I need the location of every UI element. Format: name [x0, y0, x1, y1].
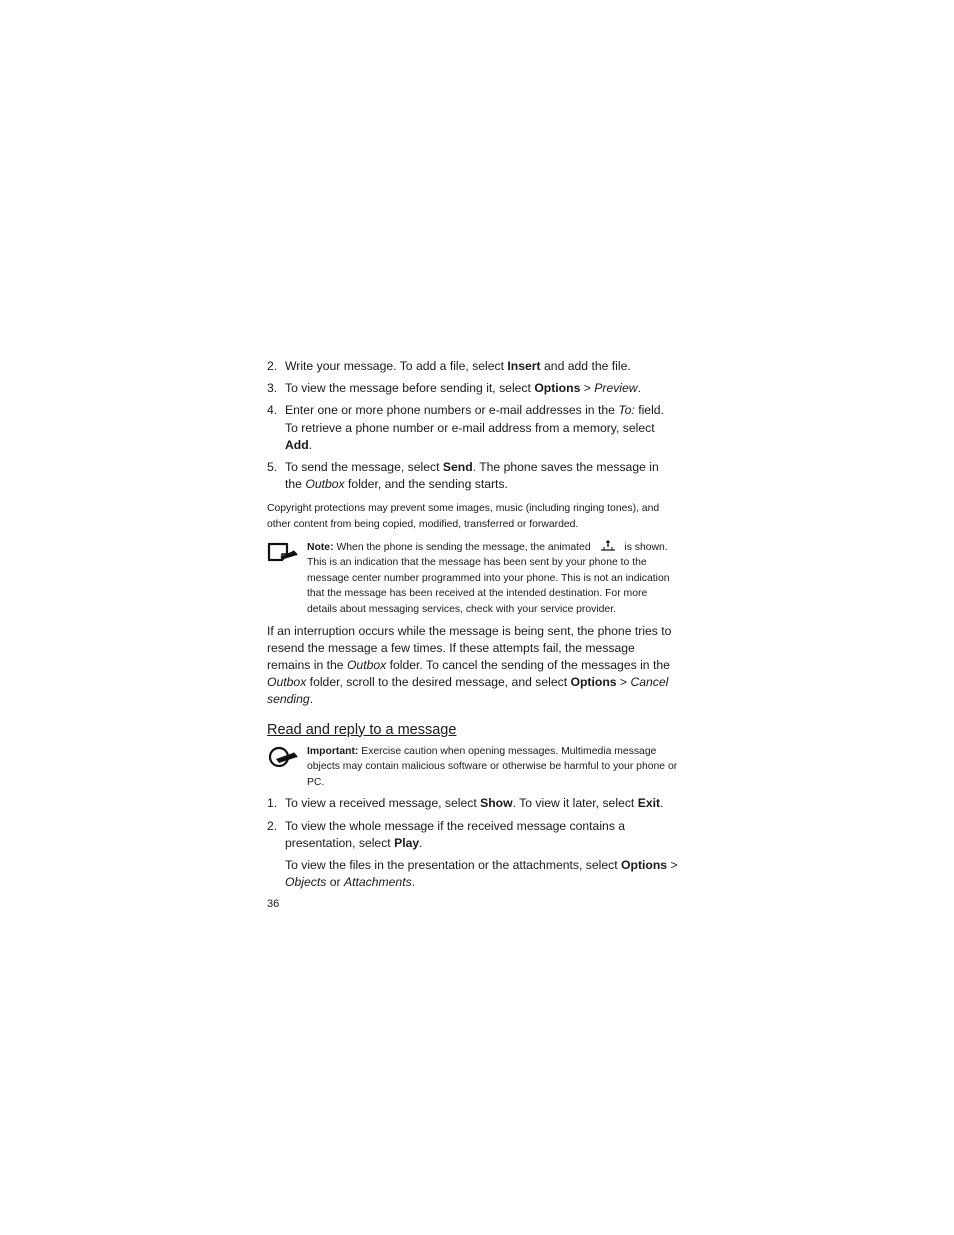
copyright-notice: Copyright protections may prevent some images, music (including ringing tones), and other content from being copied, modified, transferred or forwarded.: [267, 503, 660, 531]
separator: >: [580, 381, 595, 396]
step-text: To send the message, select: [285, 460, 443, 475]
attachments-label: Attachments: [343, 875, 412, 890]
step-number: 1.: [267, 796, 278, 811]
send-label: Send: [442, 460, 473, 475]
important-label: Important:: [307, 745, 359, 757]
step-text: . To view it later, select: [512, 796, 638, 811]
step-number: 4.: [267, 403, 278, 418]
step-text: folder, and the sending starts.: [344, 477, 508, 492]
para-text: .: [309, 692, 314, 707]
section-heading: Read and reply to a message: [267, 721, 457, 738]
step-text: .: [419, 835, 423, 850]
play-label: Play: [394, 835, 420, 850]
important-callout: [267, 744, 679, 791]
step-text: To view a received message, select: [285, 796, 481, 811]
exit-label: Exit: [637, 796, 661, 811]
sending-animation-icon: [600, 539, 616, 551]
step-text: field. To retrieve a phone number or e-mail address from a memory, select: [285, 403, 664, 435]
note-callout: [267, 539, 679, 618]
outbox-label: Outbox: [305, 477, 345, 492]
to-field-label: To:: [618, 403, 635, 418]
step-text: and add the file.: [540, 359, 631, 373]
step-view-received: [267, 795, 679, 812]
page-content: [267, 358, 679, 911]
outbox-label: Outbox: [346, 657, 387, 672]
step-enter-recipients: [267, 402, 679, 454]
note-text: is shown. This is an indication that the message has been sent by your phone to the message center number programmed into your phone. This is not an indication that the message has been received at the intended destination. For more details about messaging services, check with your service provider.: [307, 541, 670, 615]
step-number: 5.: [267, 460, 278, 475]
options-label: Options: [621, 857, 668, 872]
para-text: folder, scroll to the desired message, and select: [306, 675, 571, 690]
step-text: .: [308, 437, 313, 452]
options-label: Options: [570, 675, 617, 690]
important-text: Exercise caution when opening messages. Multimedia message objects may contain malicious software or otherwise be harmful to your phone or PC.: [307, 745, 678, 788]
important-icon: [267, 746, 299, 768]
note-label: Note:: [307, 541, 334, 553]
preview-label: Preview: [594, 381, 638, 396]
step-text: Enter one or more phone numbers or e-mail addresses in the: [285, 403, 619, 418]
step-view-presentation: [267, 818, 679, 852]
outbox-label: Outbox: [267, 675, 307, 690]
step-text: To view the whole message if the received message contains a presentation, select: [285, 818, 626, 850]
step-text: .: [660, 796, 664, 811]
para-text: .: [411, 875, 416, 890]
objects-label: Objects: [285, 875, 327, 890]
step-text: .: [637, 381, 641, 396]
separator: >: [667, 857, 678, 872]
para-text: To view the files in the presentation or the attachments, select: [285, 857, 622, 872]
step-write-message: [267, 358, 679, 375]
note-icon: [267, 541, 299, 563]
add-label: Add: [285, 437, 309, 452]
options-label: Options: [534, 381, 581, 396]
para-text: or: [326, 875, 344, 890]
step-number: 2.: [267, 818, 278, 833]
step-number: 3.: [267, 381, 278, 396]
show-label: Show: [480, 796, 513, 811]
view-files-paragraph: [267, 857, 679, 891]
step-text: To view the message before sending it, select: [285, 381, 535, 396]
step-send: [267, 459, 679, 493]
note-text: When the phone is sending the message, the animated: [333, 541, 594, 553]
insert-label: Insert: [507, 359, 541, 373]
interruption-paragraph: [267, 623, 679, 709]
step-preview: [267, 380, 679, 397]
step-text: Write your message. To add a file, select: [285, 359, 508, 373]
para-text: If an interruption occurs while the message is being sent, the phone tries to resend the message a few times. If these attempts fail, the message remains in the: [267, 623, 672, 672]
separator: >: [616, 675, 631, 690]
step-number: 2.: [267, 359, 278, 373]
step-text: . The phone saves the message in the: [285, 460, 659, 492]
page-number: 36: [267, 898, 280, 911]
cancel-sending-label: Cancel sending: [267, 675, 669, 707]
para-text: folder. To cancel the sending of the messages in the: [386, 657, 670, 672]
